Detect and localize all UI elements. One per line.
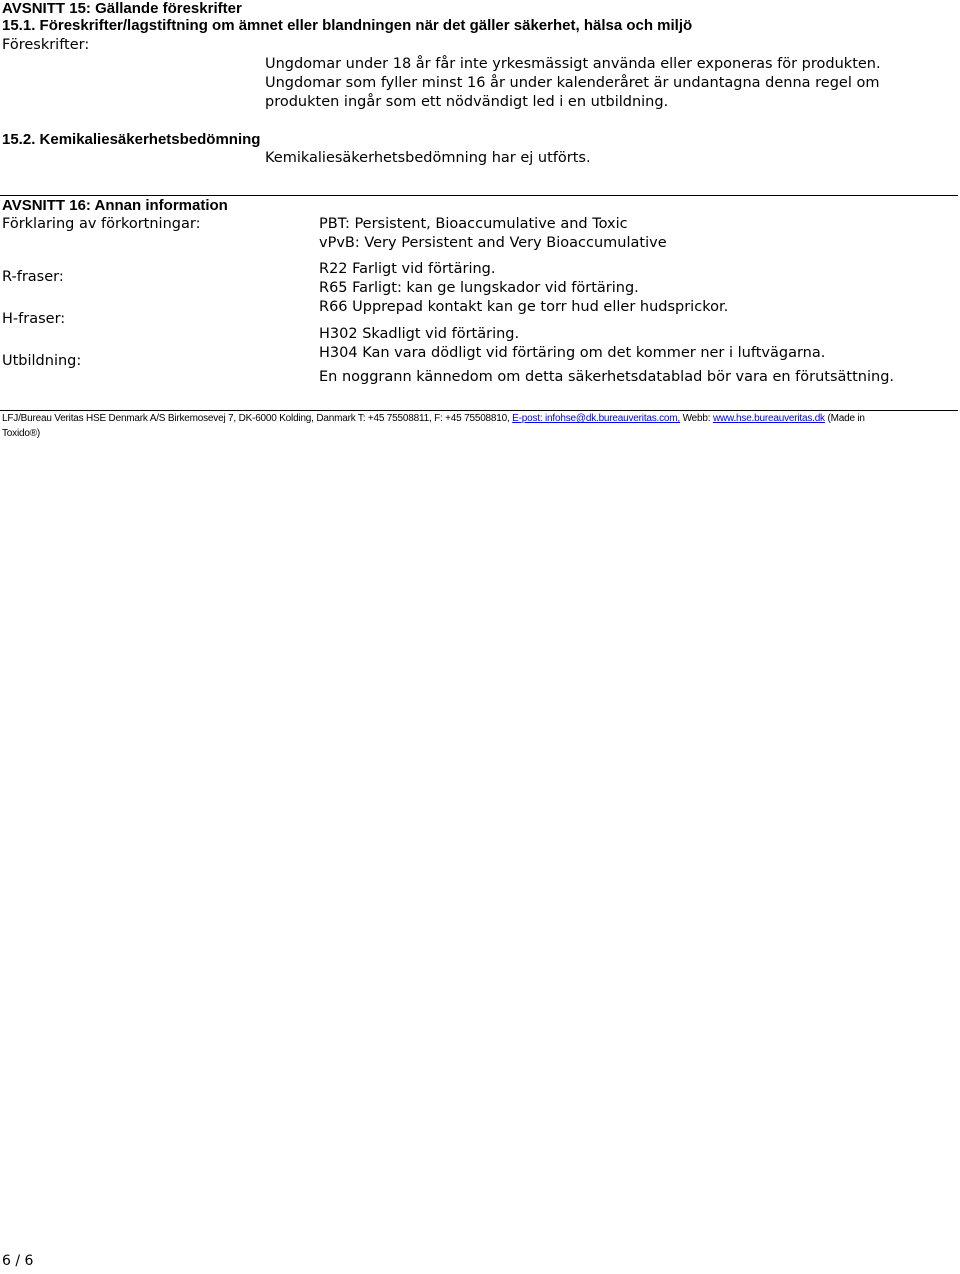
footer-toxido: Toxido®) bbox=[2, 428, 41, 439]
section-15-1-heading: 15.1. Föreskrifter/lagstiftning om ämnet eller blandningen när det gäller säkerhet, hälsa och miljö bbox=[2, 17, 693, 34]
r-phrase-line: R65 Farligt: kan ge lungskador vid förtäring. bbox=[319, 280, 639, 296]
abbrev-line: vPvB: Very Persistent and Very Bioaccumulative bbox=[319, 235, 667, 251]
r-phrases-text bbox=[319, 260, 728, 317]
h-phrase-line: H302 Skadligt vid förtäring. bbox=[319, 326, 520, 342]
regulations-line: Ungdomar som fyller minst 16 år under kalenderåret är undantagna denna regel om bbox=[265, 75, 880, 91]
regulations-line: produkten ingår som ett nödvändigt led i en utbildning. bbox=[265, 94, 669, 110]
abbrev-text bbox=[319, 215, 667, 253]
regulations-line: Ungdomar under 18 år får inte yrkesmässigt använda eller exponeras för produkten. bbox=[265, 56, 881, 72]
h-phrase-line: H304 Kan vara dödligt vid förtäring om det kommer ner i luftvägarna. bbox=[319, 345, 826, 361]
section-15-heading: AVSNITT 15: Gällande föreskrifter bbox=[2, 0, 242, 17]
section-16-top-rule bbox=[0, 195, 958, 196]
regulations-label: Föreskrifter: bbox=[2, 37, 90, 53]
h-phrases-label: H-fraser: bbox=[2, 311, 66, 327]
section-15-2-heading: 15.2. Kemikaliesäkerhetsbedömning bbox=[2, 131, 261, 148]
abbrev-label: Förklaring av förkortningar: bbox=[2, 216, 201, 232]
h-phrases-text bbox=[319, 325, 825, 363]
r-phrases-label: R-fraser: bbox=[2, 269, 64, 285]
regulations-text bbox=[265, 55, 881, 112]
footer-web-link[interactable]: www.hse.bureauveritas.dk bbox=[712, 413, 825, 424]
training-text: En noggrann kännedom om detta säkerhetsdatablad bör vara en förutsättning. bbox=[319, 369, 895, 385]
chemical-safety-text: Kemikaliesäkerhetsbedömning har ej utförts. bbox=[265, 150, 591, 166]
footer-rule bbox=[0, 410, 958, 411]
r-phrase-line: R66 Upprepad kontakt kan ge torr hud eller hudsprickor. bbox=[319, 299, 729, 315]
r-phrase-line: R22 Farligt vid förtäring. bbox=[319, 261, 496, 277]
abbrev-line: PBT: Persistent, Bioaccumulative and Toxic bbox=[319, 216, 628, 232]
footer-email-link[interactable]: E-post: infohse@dk.bureauveritas.com, bbox=[512, 413, 681, 424]
training-label: Utbildning: bbox=[2, 353, 82, 369]
page-number: 6 / 6 bbox=[2, 1253, 34, 1269]
footer-line-1 bbox=[2, 413, 865, 424]
footer-made-in: (Made in bbox=[827, 413, 865, 424]
footer-web-label: Webb: bbox=[682, 413, 711, 424]
footer-company: LFJ/Bureau Veritas HSE Denmark A/S Birkemosevej 7, DK-6000 Kolding, Danmark T: +45 75508811, F: +45 75508810, bbox=[2, 413, 510, 424]
section-16-heading: AVSNITT 16: Annan information bbox=[2, 197, 228, 214]
